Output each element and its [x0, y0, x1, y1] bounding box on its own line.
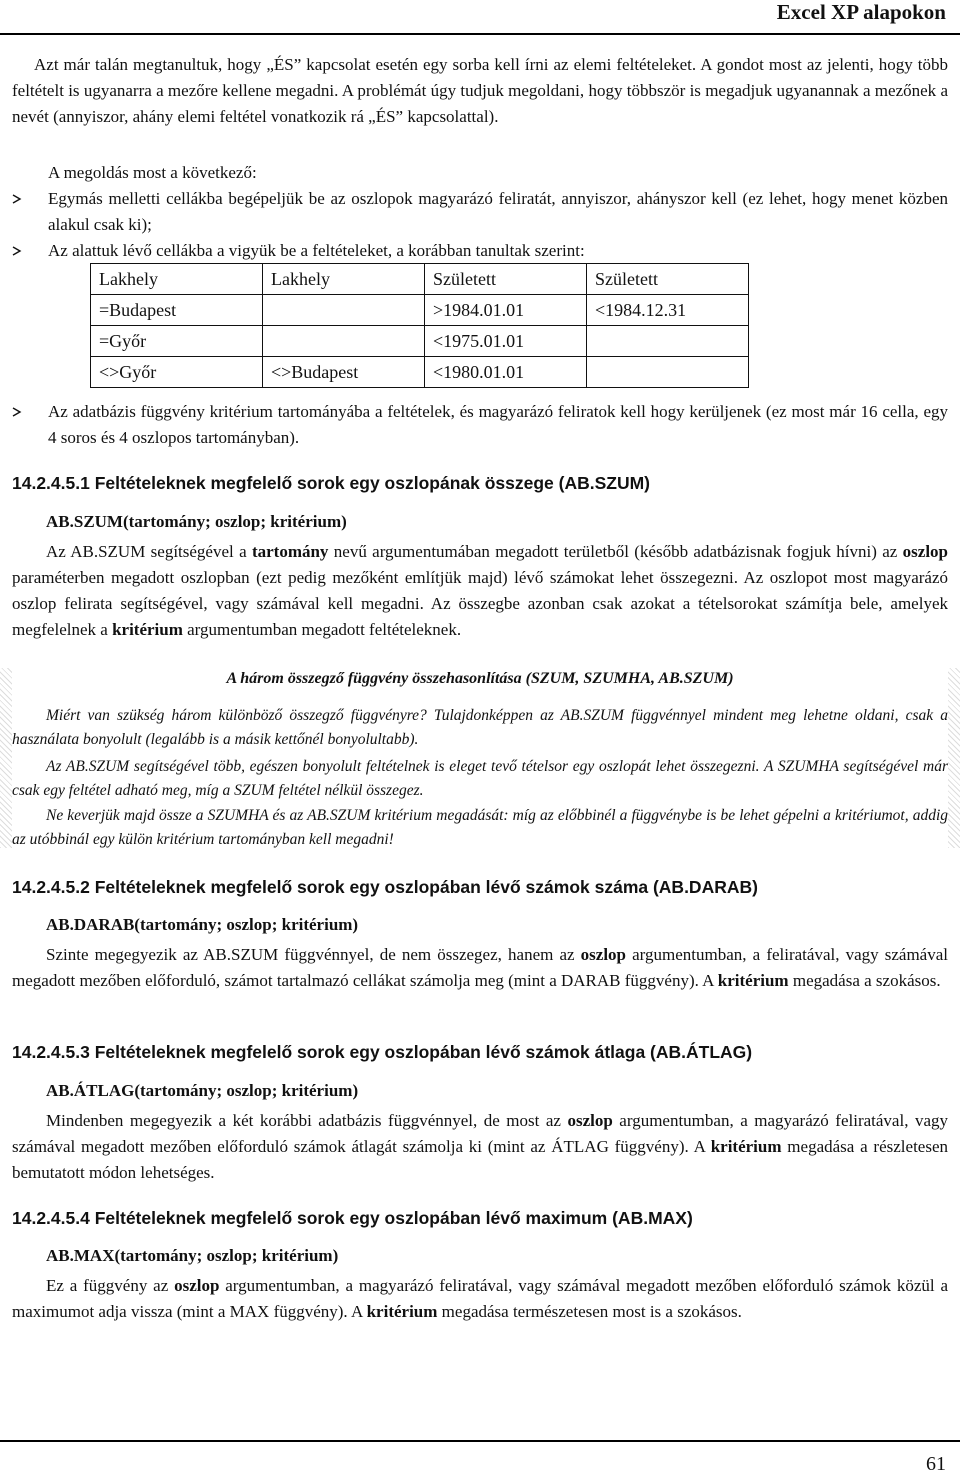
section-heading-ab-atlag: 14.2.4.5.3 Feltételeknek megfelelő sorok egy oszlopában lévő számok átlaga (AB.ÁTLAG)	[12, 1042, 753, 1062]
syntax-ab-darab: AB.DARAB(tartomány; oszlop; kritérium)	[46, 915, 359, 934]
text-run: megadása a szokásos.	[788, 971, 941, 990]
table-cell: Lakhely	[91, 264, 263, 295]
table-cell: Lakhely	[263, 264, 425, 295]
table-cell	[263, 295, 425, 326]
page-header	[0, 0, 960, 35]
table-cell: Született	[587, 264, 749, 295]
note-margin-hatch	[948, 668, 960, 848]
bold-term: oszlop	[580, 945, 627, 964]
table-cell: <1984.12.31	[587, 295, 749, 326]
table-row	[91, 295, 749, 326]
text-run: megadása természetesen most is a szokásos.	[437, 1302, 742, 1321]
text-run: nevű argumentumában megadott területből (később adatbázisnak fogjuk hívni) az	[328, 542, 903, 561]
criteria-table	[90, 263, 749, 388]
text-run: Az AB.SZUM segítségével a	[46, 542, 252, 561]
bold-term: kritérium	[366, 1302, 438, 1321]
paragraph-ab-darab	[12, 942, 948, 994]
section-heading-ab-max: 14.2.4.5.4 Feltételeknek megfelelő sorok egy oszlopában lévő maximum (AB.MAX)	[12, 1208, 693, 1228]
text-run: argumentumban, a feliratával, vagy számával megadott mezőben előforduló, számot tartalmazó cellákat számolja meg (mint a DARAB függvény). A	[12, 945, 949, 990]
bold-term: kritérium	[717, 971, 789, 990]
section-heading-ab-darab: 14.2.4.5.2 Feltételeknek megfelelő sorok egy oszlopában lévő számok száma (AB.DARAB)	[12, 877, 758, 897]
bold-term: oszlop	[567, 1111, 613, 1130]
syntax-ab-max: AB.MAX(tartomány; oszlop; kritérium)	[46, 1246, 339, 1265]
text-run: Mindenben megegyezik a két korábbi adatbázis függvénnyel, de most az	[46, 1111, 568, 1130]
note-title: A három összegző függvény összehasonlítása (SZUM, SZUMHA, AB.SZUM)	[226, 670, 734, 687]
bullet-item-1	[12, 186, 948, 238]
paragraph-ab-szum	[12, 539, 948, 643]
bullet-text: Az adatbázis függvény kritérium tartományába a feltételek, és magyarázó feliratok kell hogy kerüljenek (ez most már 16 cella, egy 4 soros és 4 oszlopos tartományban).	[48, 402, 948, 447]
table-cell: =Győr	[91, 326, 263, 357]
arrow-bullet-icon	[12, 399, 26, 417]
text-run: Szinte megegyezik az AB.SZUM függvénnyel, de nem összegez, hanem az	[46, 945, 581, 964]
syntax-ab-atlag: AB.ÁTLAG(tartomány; oszlop; kritérium)	[46, 1081, 359, 1100]
bold-term: oszlop	[174, 1276, 220, 1295]
text-run: argumentumban, a magyarázó feliratával, vagy számával megadott mezőben előforduló számok közül a maximumot adja vissza (mint a MAX függvény). A	[12, 1276, 948, 1321]
table-cell	[263, 326, 425, 357]
footer-rule	[0, 1440, 960, 1442]
syntax-ab-szum: AB.SZUM(tartomány; oszlop; kritérium)	[46, 512, 347, 531]
table-cell	[587, 326, 749, 357]
bold-term: kritérium	[710, 1137, 782, 1156]
intro-solution-line: A megoldás most a következő:	[48, 163, 257, 182]
intro-paragraph: Azt már talán megtanultuk, hogy „ÉS” kapcsolat esetén egy sorba kell írni az elemi feltételeket. A gondot most az jelenti, hogy több feltételt is ugyanarra a mezőre kellene megadni. A problémát úgy tudjuk megoldani, hogy többször is megadjuk ugyanannak a mezőnek a nevét (annyiszor, ahány elemi feltétel vonatkozik rá „ÉS” kapcsolattal).	[12, 55, 948, 126]
page-number: 61	[926, 1453, 946, 1475]
table-cell: >1984.01.01	[425, 295, 587, 326]
text-run: argumentumban, a magyarázó feliratával, vagy számával megadott mezőben előforduló számok átlagát számolja ki (mint az ÁTLAG függvény). A	[12, 1111, 948, 1156]
text-run: megadása a részletesen bemutatott módon lehetséges.	[12, 1137, 948, 1182]
table-cell	[587, 357, 749, 388]
section-heading-ab-szum: 14.2.4.5.1 Feltételeknek megfelelő sorok egy oszlopának összege (AB.SZUM)	[12, 473, 650, 493]
bullet-item-2	[12, 238, 948, 264]
arrow-bullet-icon	[12, 238, 26, 256]
text-run: argumentumban megadott feltételeknek.	[182, 620, 462, 639]
table-cell: =Budapest	[91, 295, 263, 326]
text-run: Ez a függvény az	[46, 1276, 175, 1295]
table-row	[91, 264, 749, 295]
text-run: paraméterben megadott oszlopban (ezt pedig mezőként említjük majd) lévő számokat lehet összegezni. Az oszlopot most magyarázó oszlop felirata segítségével, vagy számával kell megadni. Az összegbe azonban csak azokat a tételsorokat számítja bele, amelyek megfelelnek a	[12, 568, 948, 639]
note-margin-hatch	[0, 668, 12, 848]
table-cell: Született	[425, 264, 587, 295]
paragraph-ab-max	[12, 1273, 948, 1325]
paragraph-ab-atlag	[12, 1108, 948, 1186]
table-cell: <1975.01.01	[425, 326, 587, 357]
table-cell: <>Budapest	[263, 357, 425, 388]
bullet-text: Egymás melletti cellákba begépeljük be az oszlopok magyarázó feliratát, annyiszor, ahányszor kell (ez lehet, hogy menet közben alakul csak ki);	[48, 189, 948, 234]
bold-term: tartomány	[251, 542, 329, 561]
note-paragraph: Miért van szükség három különböző összegző függvényre? Tulajdonképpen az AB.SZUM függvénnyel mindent meg lehetne oldani, csak a használata bonyolult (legalább is a másik kettőnél bonyolultabb).	[12, 707, 948, 748]
arrow-bullet-icon	[12, 186, 26, 204]
note-paragraph: Ne keverjük majd össze a SZUMHA és az AB.SZUM kritérium megadását: míg az előbbinél a függvénybe is be lehet gépelni a kritériumot, addig az utóbbinál egy külön kritérium tartományban kell megadni!	[12, 807, 948, 848]
table-row	[91, 357, 749, 388]
bold-term: kritérium	[112, 620, 183, 639]
header-title: Excel XP alapokon	[776, 0, 946, 24]
note-paragraph: Az AB.SZUM segítségével több, egészen bonyolult feltételnek is eleget tevő tételsor egy oszlopát lehet összegezni. A SZUMHA segítségével már csak egy feltétel adható meg, míg a SZUM feltétel nélkül összegez.	[12, 758, 948, 799]
bold-term: oszlop	[902, 542, 948, 561]
table-row	[91, 326, 749, 357]
table-cell: <>Győr	[91, 357, 263, 388]
bullet-item-3	[12, 399, 948, 451]
table-cell: <1980.01.01	[425, 357, 587, 388]
bullet-text: Az alattuk lévő cellákba a vigyük be a feltételeket, a korábban tanultak szerint:	[48, 241, 585, 260]
